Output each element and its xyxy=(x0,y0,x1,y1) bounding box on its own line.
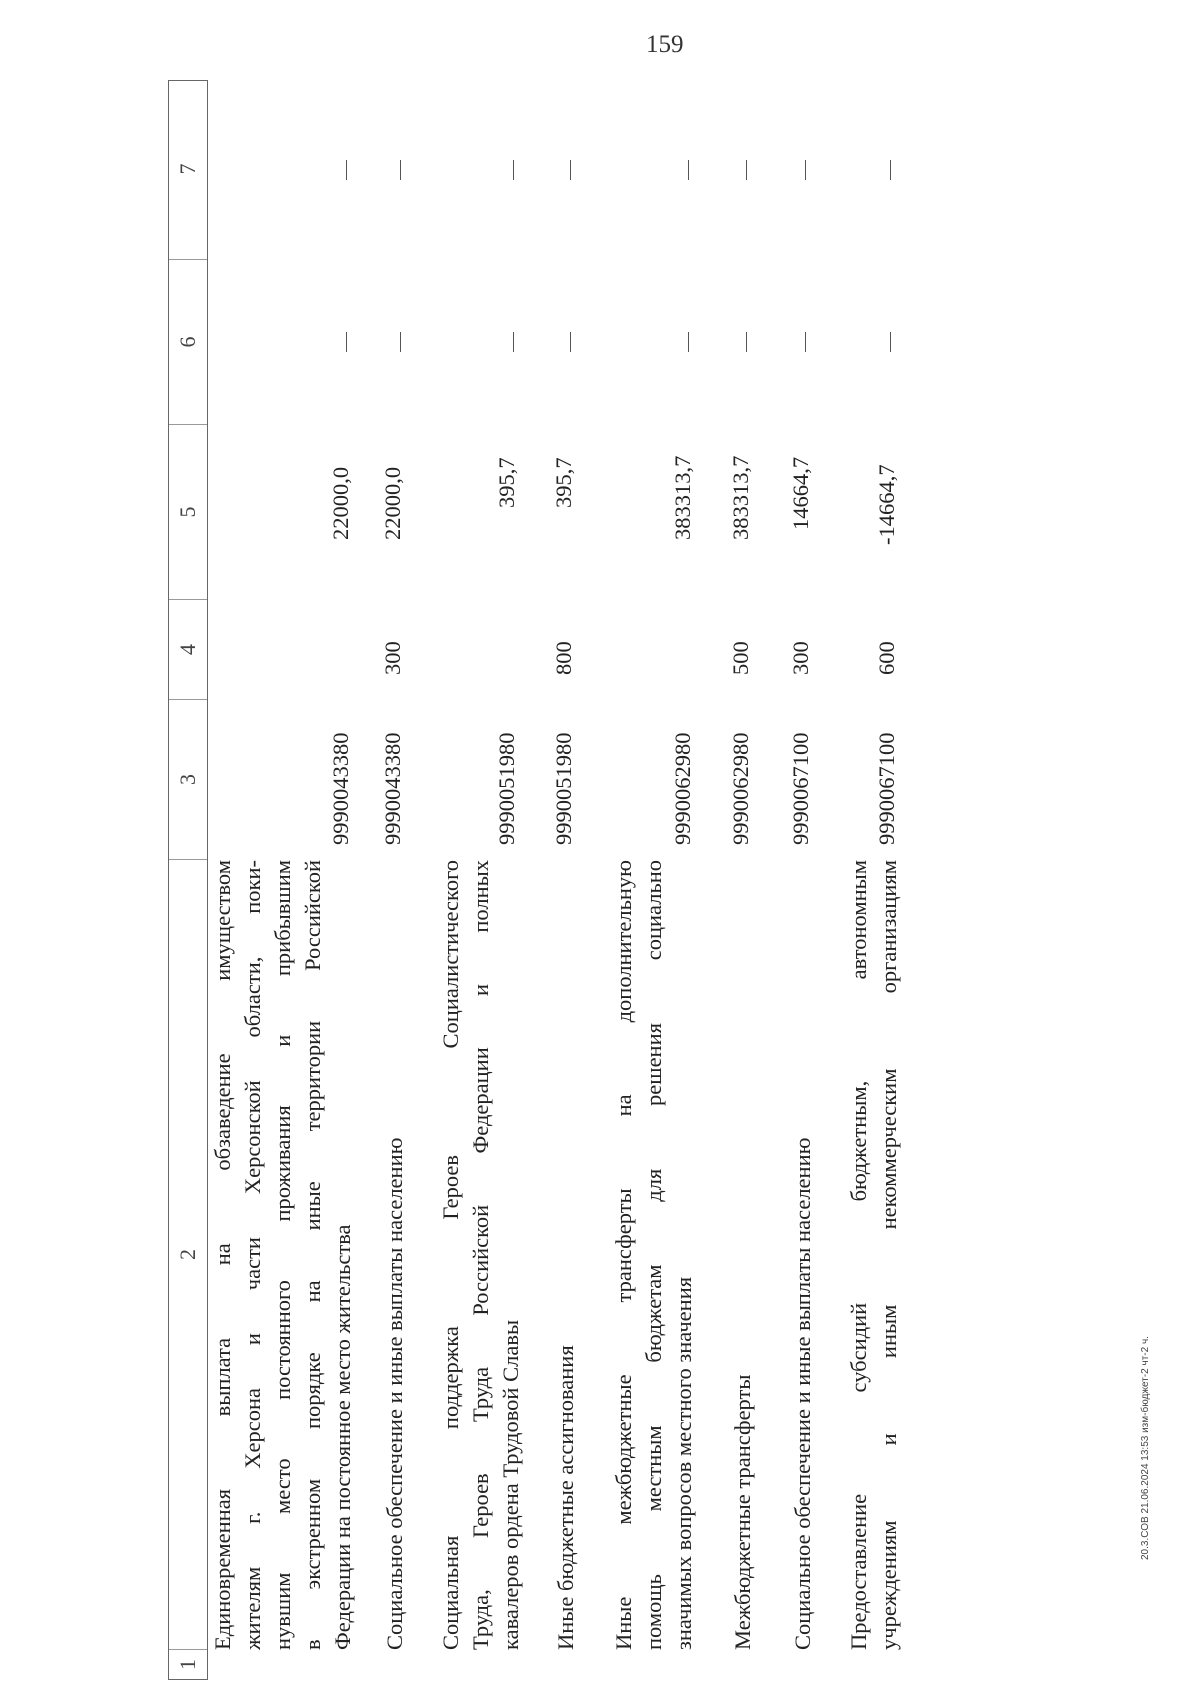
col7-dash xyxy=(890,160,891,180)
col7-dash xyxy=(513,160,514,180)
col7-dash xyxy=(805,160,806,180)
table-row-description: Единовременная выплата на обзаведение имуществом жителям г. Херсона и части Херсонской области, поки- нувшим место постоянного проживания и прибывшим в экстренном порядке на иные территории Российской Федерации на постоянное место жительства xyxy=(210,860,355,1650)
header-col-3: 3 xyxy=(169,699,207,859)
row-amount: 22000,0 xyxy=(328,466,353,540)
row-code: 9990067100 xyxy=(788,732,813,845)
header-col-4: 4 xyxy=(169,599,207,699)
col6-dash xyxy=(346,332,347,352)
row-type: 500 xyxy=(728,641,753,675)
row-code: 9990067100 xyxy=(874,732,899,845)
col6-dash xyxy=(513,332,514,352)
table-row-description: Социальное обеспечение и иные выплаты населению xyxy=(382,1137,407,1650)
col7-dash xyxy=(746,160,747,180)
row-amount: 22000,0 xyxy=(380,466,405,540)
header-col-7: 7 xyxy=(175,163,200,175)
row-amount: 383313,7 xyxy=(670,455,695,540)
row-code: 9990062980 xyxy=(670,732,695,845)
row-code: 9990062980 xyxy=(728,732,753,845)
row-amount: 383313,7 xyxy=(728,455,753,540)
row-type: 600 xyxy=(874,641,899,675)
col7-dash xyxy=(570,160,571,180)
col6-dash xyxy=(890,332,891,352)
header-col-2: 2 xyxy=(169,859,207,1649)
row-amount: 395,7 xyxy=(551,457,576,508)
budget-table xyxy=(168,80,1128,1680)
col7-dash xyxy=(688,160,689,180)
col6-dash xyxy=(688,332,689,352)
table-header-row xyxy=(168,80,208,1680)
col7-dash xyxy=(400,160,401,180)
table-row-description: Предоставление субсидий бюджетным, автономным учреждениям и иным некоммерческим организациям xyxy=(846,860,901,1650)
row-amount: -14664,7 xyxy=(874,464,899,545)
col6-dash xyxy=(805,332,806,352)
document-stamp: 20.3.СОВ 21.06.2024 13:53 изм-бюджет-2 чт-2 ч. xyxy=(1140,1336,1151,1560)
col6-dash xyxy=(746,332,747,352)
row-code: 9990051980 xyxy=(551,732,576,845)
col6-dash xyxy=(570,332,571,352)
header-col-5: 5 xyxy=(169,424,207,599)
page-number: 159 xyxy=(646,31,684,58)
row-amount: 395,7 xyxy=(494,457,519,508)
row-amount: 14664,7 xyxy=(788,456,813,530)
col6-dash xyxy=(400,332,401,352)
row-code: 9990043380 xyxy=(380,732,405,845)
table-row-description: Иные межбюджетные трансферты на дополнительную помощь местным бюджетам для решения социально значимых вопросов местного значения xyxy=(611,860,696,1650)
row-type: 300 xyxy=(788,641,813,675)
header-col-1: 1 xyxy=(169,1649,207,1679)
table-row-description: Межбюджетные трансферты xyxy=(730,1374,755,1650)
col7-dash xyxy=(346,160,347,180)
table-row-description: Социальное обеспечение и иные выплаты населению xyxy=(790,1137,815,1650)
table-row-description: Социальная поддержка Героев Социалистического Труда, Героев Труда Российской Федерации и полных кавалеров ордена Трудовой Славы xyxy=(438,860,523,1650)
header-col-6: 6 xyxy=(169,259,207,424)
row-type: 800 xyxy=(551,641,576,675)
row-type: 300 xyxy=(380,641,405,675)
row-code: 9990043380 xyxy=(328,732,353,845)
table-row-description: Иные бюджетные ассигнования xyxy=(553,1345,578,1650)
row-code: 9990051980 xyxy=(494,732,519,845)
